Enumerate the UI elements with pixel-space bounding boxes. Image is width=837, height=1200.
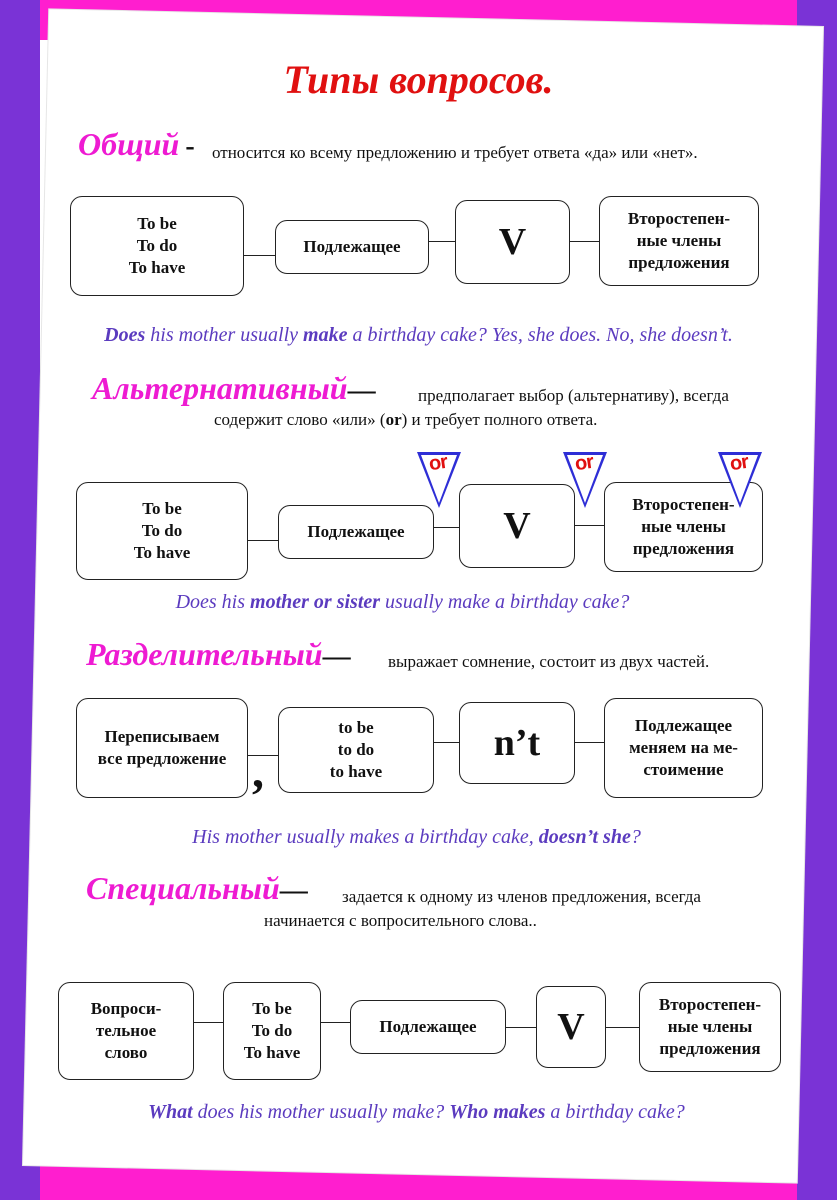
general-example (0, 324, 837, 347)
box-line: to be (338, 718, 374, 737)
box-line: Вопроси- (90, 999, 162, 1018)
box-line: Второстепен- (627, 209, 731, 228)
connector-line (193, 1022, 223, 1023)
box-line: To have (133, 543, 191, 562)
example-text: a birthday cake? (545, 1101, 685, 1123)
box-line: предложения (632, 539, 735, 558)
section-alternative-title: Альтернативный (92, 370, 348, 406)
box-line: Подлежащее (634, 716, 733, 735)
alternative-box-verb (459, 484, 575, 568)
box-line: Подлежащее (303, 237, 401, 256)
section-general-dash: - (185, 131, 195, 162)
alternative-example (0, 591, 821, 614)
box-line: V (498, 221, 527, 263)
desc-text: ) и требует полного ответа. (401, 410, 598, 429)
section-general-description: относится ко всему предложению и требует ответа «да» или «нет». (212, 143, 698, 162)
box-line: меняем на ме- (629, 738, 738, 757)
section-tag-heading (86, 636, 351, 673)
general-box-subject (275, 220, 429, 274)
or-label: or (728, 450, 750, 476)
desc-text: содержит слово «или» ( (214, 410, 386, 429)
general-box-auxiliary (70, 196, 244, 296)
example-text: a birthday cake? Yes, she does. No, she doesn’t. (347, 324, 733, 346)
box-line: To do (141, 521, 183, 540)
special-box-verb (536, 986, 606, 1068)
connector-line (433, 527, 459, 528)
tag-box-negation (459, 702, 575, 784)
connector-line (320, 1022, 350, 1023)
box-line: To be (137, 214, 177, 233)
box-line: To be (252, 999, 292, 1018)
box-line: тельное (95, 1021, 157, 1040)
example-text: Does his (175, 591, 251, 613)
section-alternative-description-2 (214, 410, 597, 430)
example-text: ? (630, 826, 641, 848)
special-box-subject (350, 1000, 506, 1054)
page-title: Типы вопросов. (283, 57, 554, 102)
example-bold: mother or sister (250, 591, 381, 613)
section-general-title: Общий (78, 126, 180, 162)
connector-line (569, 241, 599, 242)
general-box-verb (455, 200, 570, 284)
example-bold: make (303, 324, 348, 346)
special-box-auxiliary (223, 982, 321, 1080)
box-line: To be (142, 499, 182, 518)
tag-box-auxiliary (278, 707, 434, 793)
or-label: or (427, 450, 449, 476)
connector-line (433, 742, 459, 743)
general-box-secondary (599, 196, 759, 286)
connector-line (574, 525, 604, 526)
tag-example (0, 826, 835, 849)
section-tag-title: Разделительный (86, 636, 323, 672)
section-tag-description: выражает сомнение, состоит из двух частей. (388, 652, 710, 671)
connector-line (605, 1027, 639, 1028)
box-line: предложения (659, 1039, 761, 1058)
box-line: стоимение (643, 760, 724, 779)
box-line: V (503, 505, 531, 547)
box-line: n’t (493, 722, 541, 764)
example-text: His mother usually makes a birthday cake, (192, 826, 539, 848)
box-line: to do (337, 740, 375, 759)
box-line: Подлежащее (307, 522, 405, 541)
connector-line (243, 255, 275, 256)
connector-line (574, 742, 604, 743)
section-special-title: Специальный (86, 870, 280, 906)
box-line: To have (128, 258, 186, 277)
section-special-description-1: задается к одному из членов предложения, всегда (342, 887, 701, 906)
comma-mark: , (252, 745, 264, 798)
box-line: все предложение (97, 749, 227, 768)
desc-bold: or (385, 410, 402, 429)
section-alternative-description-1: предполагает выбор (альтернативу), всегда (418, 386, 729, 405)
section-alternative-heading (92, 370, 376, 407)
section-tag-dash: — (322, 641, 351, 672)
box-line: Подлежащее (379, 1017, 477, 1036)
box-line: Переписываем (104, 727, 220, 746)
alternative-box-subject (278, 505, 434, 559)
box-line: слово (104, 1043, 148, 1062)
example-text: usually make a birthday cake? (380, 591, 630, 613)
box-line: ные члены (667, 1017, 753, 1036)
example-text: does his mother usually make? (192, 1101, 450, 1123)
box-line: To do (136, 236, 178, 255)
special-box-secondary (639, 982, 781, 1072)
box-line: to have (329, 762, 383, 781)
section-special-dash: — (279, 875, 308, 906)
example-text: his mother usually (145, 324, 304, 346)
box-line: V (557, 1006, 585, 1048)
box-line: Второстепен- (658, 995, 762, 1014)
box-line: Второстепен- (632, 495, 735, 514)
example-bold: doesn’t she (538, 826, 631, 848)
or-label: or (573, 450, 595, 476)
box-line: To have (243, 1043, 301, 1062)
special-box-question-word (58, 982, 194, 1080)
tag-box-rewrite (76, 698, 248, 798)
example-bold: What (148, 1101, 193, 1123)
example-bold: Does (104, 324, 146, 346)
connector-line (247, 540, 278, 541)
section-special-description-2: начинается с вопросительного слова.. (264, 911, 537, 930)
connector-line (428, 241, 455, 242)
box-line: ные члены (636, 231, 722, 250)
box-line: To do (251, 1021, 293, 1040)
example-bold: Who makes (449, 1101, 546, 1123)
tag-box-pronoun (604, 698, 763, 798)
connector-line (505, 1027, 536, 1028)
section-alternative-dash: — (347, 375, 376, 406)
box-line: ные члены (641, 517, 726, 536)
special-example (0, 1101, 835, 1124)
box-line: предложения (628, 253, 730, 272)
alternative-box-auxiliary (76, 482, 248, 580)
section-general-heading (78, 126, 195, 163)
section-special-heading (86, 870, 308, 907)
